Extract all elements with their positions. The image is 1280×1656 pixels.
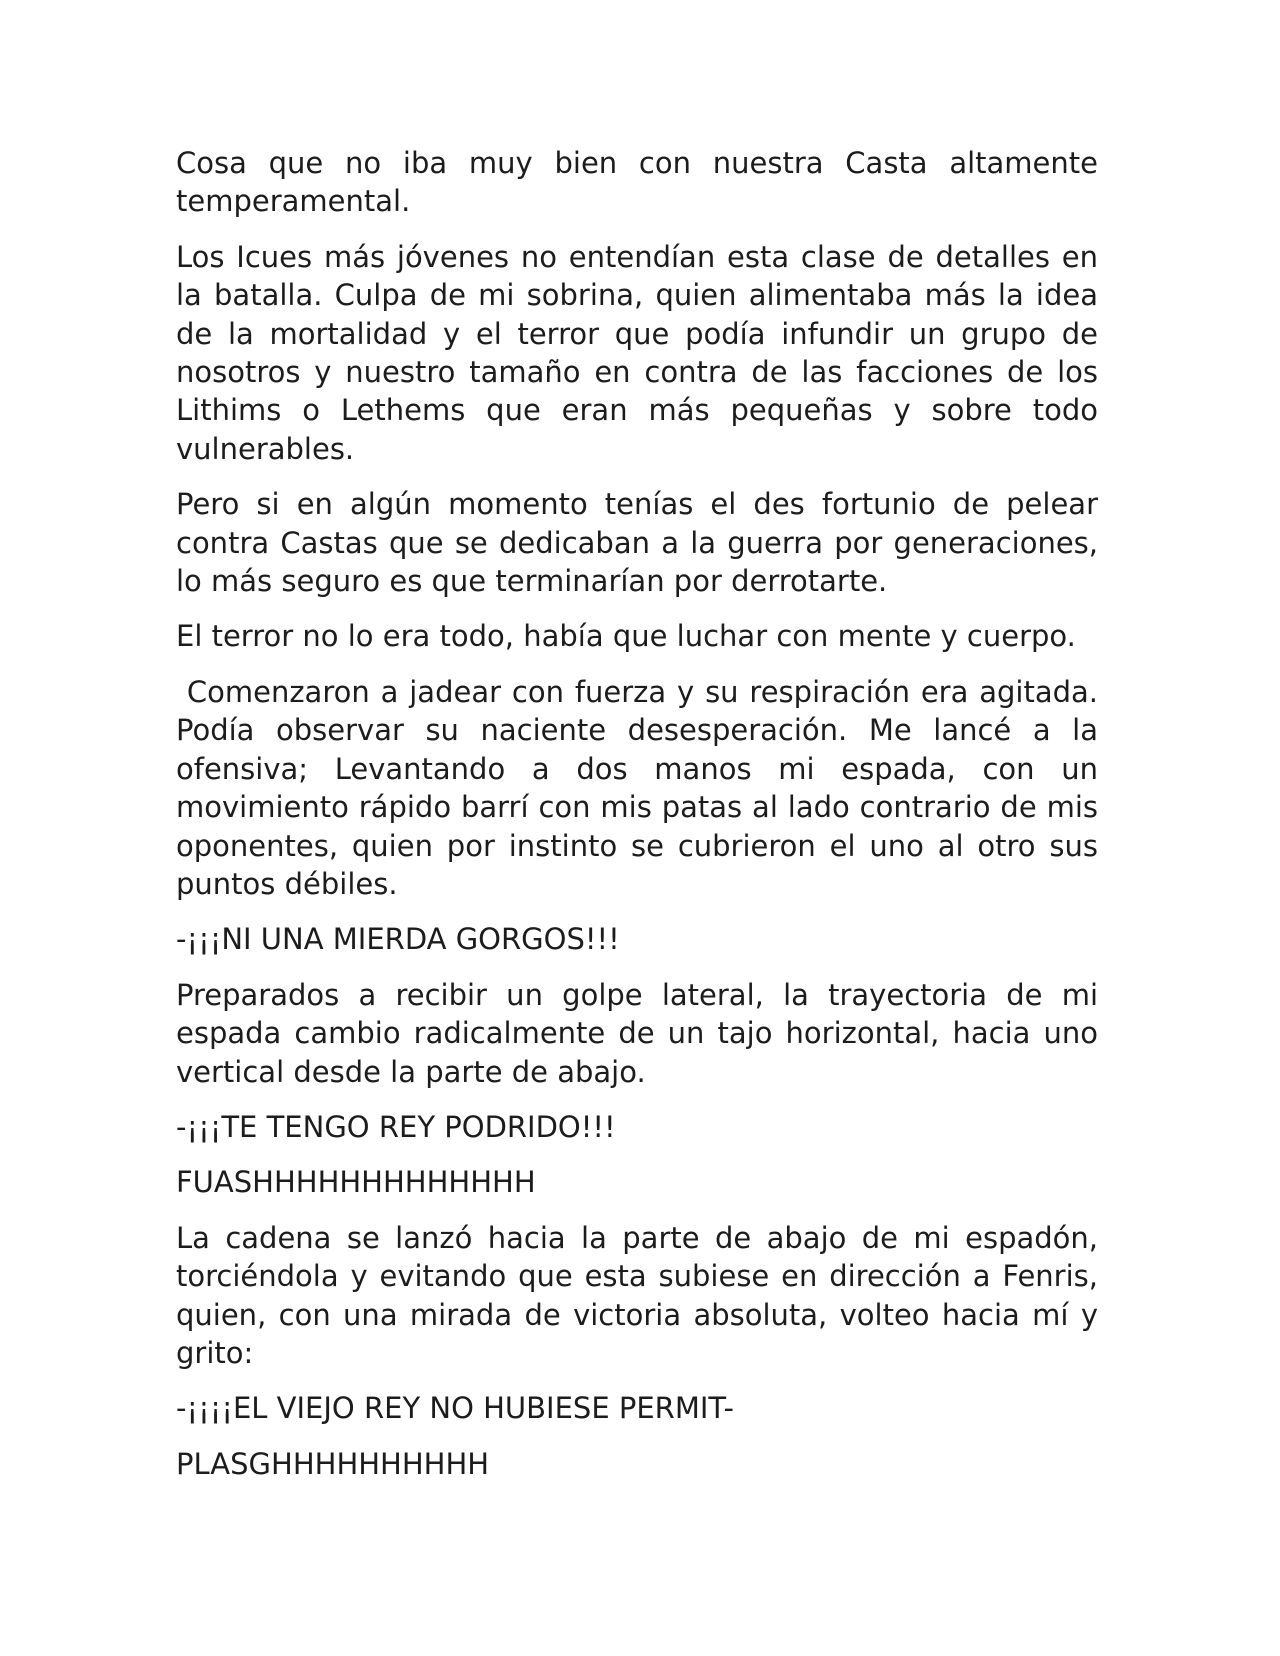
paragraph: La cadena se lanzó hacia la parte de abajo de mi espadón, torciéndola y evitando que esta subiese en dirección a Fenris, quien, con una mirada de victoria absoluta, volteo hacia mí y grito: bbox=[176, 1220, 1098, 1370]
sound-effect: PLASGHHHHHHHHHH bbox=[176, 1446, 490, 1481]
sound-effect: FUASHHHHHHHHHHHHH bbox=[176, 1165, 536, 1200]
paragraph: Comenzaron a jadear con fuerza y su respiración era agitada. Podía observar su naciente desesperación. Me lancé a la ofensiva; Levantando a dos manos mi espada, con un movimiento rápido barrí con mis patas al lado contrario de mis oponentes, quien por instinto se cubrieron el uno al otro sus puntos débiles. bbox=[176, 674, 1108, 901]
document-page bbox=[176, 144, 1108, 1500]
paragraph: Cosa que no iba muy bien con nuestra Casta altamente temperamental. bbox=[176, 146, 1098, 219]
paragraph: El terror no lo era todo, había que luchar con mente y cuerpo. bbox=[176, 619, 1076, 654]
dialogue-line: -¡¡¡NI UNA MIERDA GORGOS!!! bbox=[176, 922, 620, 957]
dialogue-line: -¡¡¡TE TENGO REY PODRIDO!!! bbox=[176, 1109, 616, 1144]
paragraph: Los Icues más jóvenes no entendían esta clase de detalles en la batalla. Culpa de mi sobrina, quien alimentaba más la idea de la mortalidad y el terror que podía infundir un grupo de nosotros y nuestro tamaño en contra de las facciones de los Lithims o Lethems que eran más pequeñas y sobre todo vulnerables. bbox=[176, 239, 1098, 466]
paragraph: Pero si en algún momento tenías el des fortunio de pelear contra Castas que se dedicaban a la guerra por generaciones, lo más seguro es que terminarían por derrotarte. bbox=[176, 487, 1098, 599]
dialogue-line: -¡¡¡¡EL VIEJO REY NO HUBIESE PERMIT- bbox=[176, 1391, 734, 1426]
paragraph: Preparados a recibir un golpe lateral, la trayectoria de mi espada cambio radicalmente de un tajo horizontal, hacia uno vertical desde la parte de abajo. bbox=[176, 977, 1098, 1089]
